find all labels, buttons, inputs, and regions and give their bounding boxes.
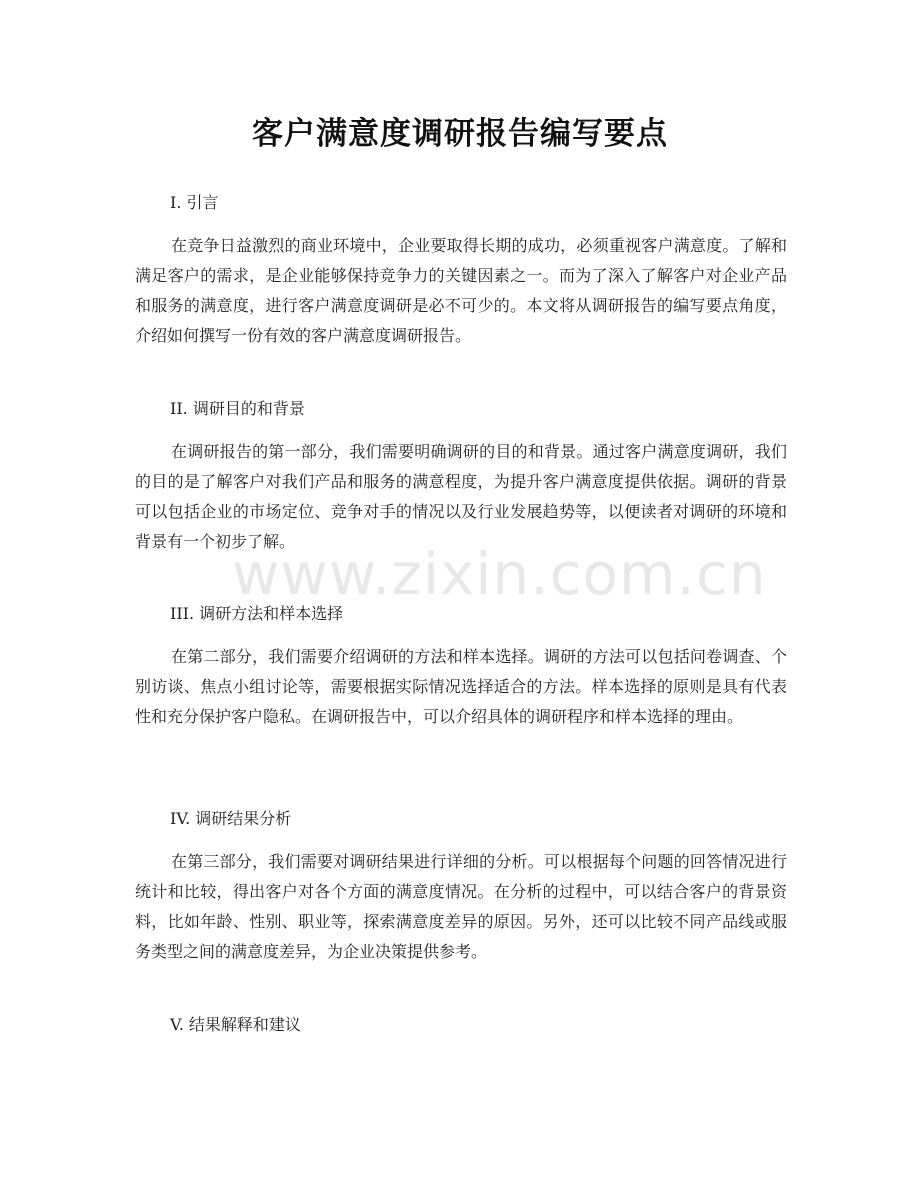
section-heading-purpose: II. 调研目的和背景 (170, 399, 305, 418)
section-heading-method: III. 调研方法和样本选择 (170, 604, 344, 623)
watermark: www.zixin.com.cn (232, 540, 767, 608)
section-heading-intro: I. 引言 (170, 193, 219, 212)
document-title: 客户满意度调研报告编写要点 (252, 116, 668, 152)
section-heading-analysis: IV. 调研结果分析 (170, 809, 292, 828)
section-paragraph-method: 在第二部分，我们需要介绍调研的方法和样本选择。调研的方法可以包括问卷调查、个别访谈、焦点小组讨论等，需要根据实际情况选择适合的方法。样本选择的原则是具有代表性和充分保护客户隐私。在调研报告中，可以介绍具体的调研程序和样本选择的理由。 (135, 647, 787, 726)
section-paragraph-purpose: 在调研报告的第一部分，我们需要明确调研的目的和背景。通过客户满意度调研，我们的目的是了解客户对我们产品和服务的满意程度，为提升客户满意度提供依据。调研的背景可以包括企业的市场定位、竞争对手的情况以及行业发展趋势等，以便读者对调研的环境和背景有一个初步了解。 (135, 442, 787, 551)
section-paragraph-intro: 在竞争日益激烈的商业环境中，企业要取得长期的成功，必须重视客户满意度。了解和满足客户的需求，是企业能够保持竞争力的关键因素之一。而为了深入了解客户对企业产品和服务的满意度，进行客户满意度调研是必不可少的。本文将从调研报告的编写要点角度，介绍如何撰写一份有效的客户满意度调研报告。 (135, 236, 787, 345)
section-heading-recommendations: V. 结果解释和建议 (170, 1015, 301, 1034)
section-paragraph-analysis: 在第三部分，我们需要对调研结果进行详细的分析。可以根据每个问题的回答情况进行统计和比较，得出客户对各个方面的满意度情况。在分析的过程中，可以结合客户的背景资料，比如年龄、性别、职业等，探索满意度差异的原因。另外，还可以比较不同产品线或服务类型之间的满意度差异，为企业决策提供参考。 (135, 852, 787, 961)
